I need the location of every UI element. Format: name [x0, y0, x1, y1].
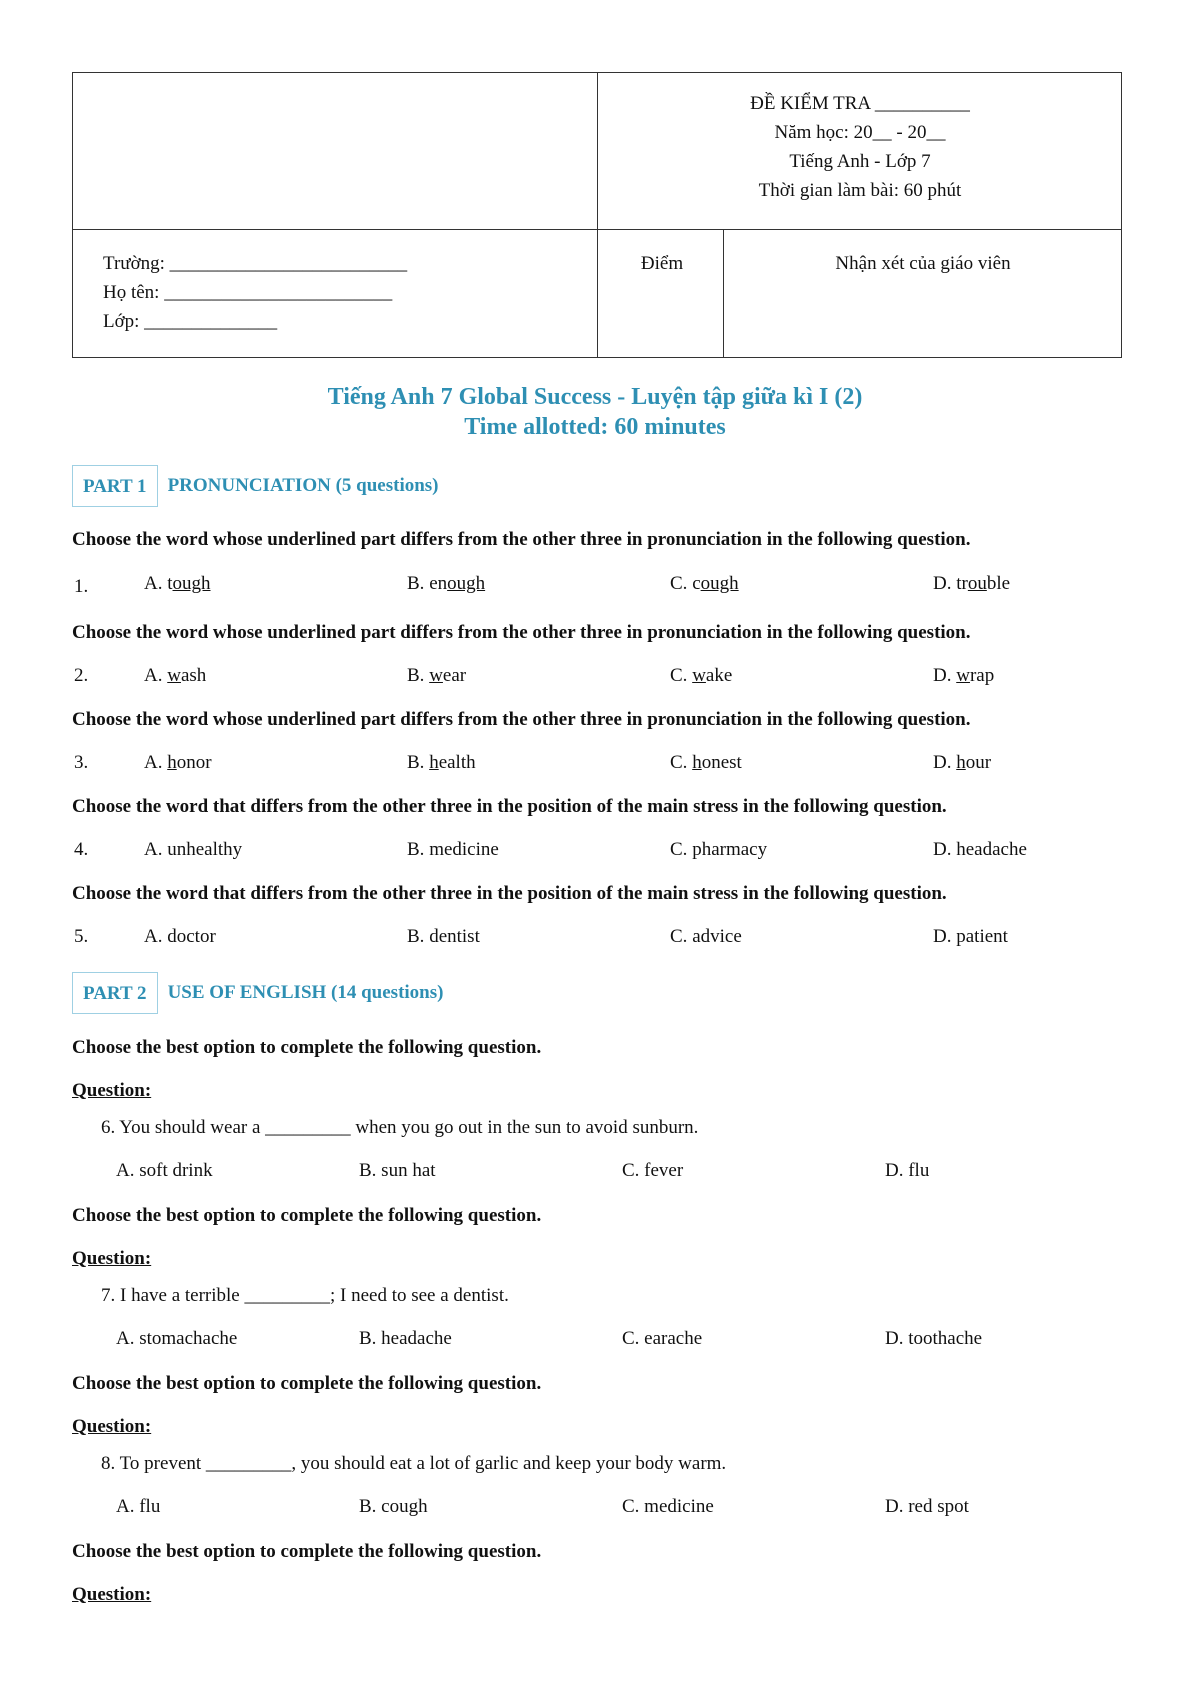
option-d[interactable]: D. flu [885, 1160, 930, 1181]
instruction: Choose the word that differs from the other three in the position of the main stress in the following question. [72, 883, 947, 904]
question-stem: 8. To prevent _________, you should eat a lot of garlic and keep your body warm. [101, 1453, 727, 1474]
question-number: 5. [74, 926, 89, 947]
instruction: Choose the word whose underlined part differs from the other three in pronunciation in the following question. [72, 529, 971, 550]
instruction: Choose the word whose underlined part differs from the other three in pronunciation in the following question. [72, 709, 971, 730]
divider [73, 229, 1121, 230]
option-d[interactable]: D. red spot [885, 1496, 969, 1517]
option-b[interactable]: B. enough [407, 573, 486, 594]
instruction: Choose the word whose underlined part differs from the other three in pronunciation in the following question. [72, 622, 971, 643]
option-d[interactable]: D. wrap [933, 665, 995, 686]
school-field[interactable]: Trường: _________________________ [103, 253, 408, 274]
option-b[interactable]: B. medicine [407, 839, 499, 860]
question-number: 4. [74, 839, 89, 860]
part-title: PRONUNCIATION (5 questions) [167, 475, 439, 496]
option-a[interactable]: A. honor [144, 752, 212, 773]
score-label: Điểm [640, 253, 684, 274]
option-d[interactable]: D. patient [933, 926, 1008, 947]
option-a[interactable]: A. stomachache [116, 1328, 238, 1349]
option-d[interactable]: D. hour [933, 752, 992, 773]
question-stem: 6. You should wear a _________ when you go out in the sun to avoid sunburn. [101, 1117, 699, 1138]
question-number: 3. [74, 752, 89, 773]
question-stem: 7. I have a terrible _________; I need to see a dentist. [101, 1285, 509, 1306]
header-table [72, 72, 1122, 358]
option-c[interactable]: C. pharmacy [670, 839, 768, 860]
student-info [103, 249, 407, 336]
option-c[interactable]: C. cough [670, 573, 739, 594]
option-b[interactable]: B. cough [359, 1496, 428, 1517]
option-a[interactable]: A. doctor [144, 926, 216, 947]
option-a[interactable]: A. tough [144, 573, 211, 594]
option-b[interactable]: B. headache [359, 1328, 452, 1349]
question-label: Question: [72, 1080, 152, 1101]
answer-row [116, 1160, 1116, 1186]
option-a[interactable]: A. unhealthy [144, 839, 243, 860]
part-badge: PART 2 [72, 972, 158, 1014]
option-c[interactable]: C. advice [670, 926, 742, 947]
teacher-comment-label: Nhận xét của giáo viên [835, 253, 1011, 274]
page-subtitle: Time allotted: 60 minutes [464, 414, 726, 440]
page-title: Tiếng Anh 7 Global Success - Luyện tập giữa kì I (2) [327, 384, 863, 410]
question-number: 2. [74, 665, 89, 686]
question-number: 1. [74, 576, 89, 597]
option-a[interactable]: A. soft drink [116, 1160, 213, 1181]
option-c[interactable]: C. fever [622, 1160, 684, 1181]
question-row [72, 839, 1122, 865]
option-c[interactable]: C. earache [622, 1328, 703, 1349]
option-b[interactable]: B. dentist [407, 926, 480, 947]
answer-row [116, 1328, 1116, 1354]
option-c[interactable]: C. honest [670, 752, 742, 773]
question-row [72, 752, 1122, 778]
part-1-header [72, 465, 439, 507]
question-label: Question: [72, 1416, 152, 1437]
instruction: Choose the best option to complete the following question. [72, 1373, 542, 1394]
exam-title: ĐỀ KIỂM TRA __________ [750, 93, 970, 114]
question-row [72, 926, 1122, 952]
option-a[interactable]: A. wash [144, 665, 207, 686]
school-year: Năm học: 20__ - 20__ [774, 122, 946, 143]
option-c[interactable]: C. medicine [622, 1496, 714, 1517]
question-row [72, 665, 1122, 691]
question-row [72, 573, 1122, 599]
answer-row [116, 1496, 1116, 1522]
option-d[interactable]: D. headache [933, 839, 1027, 860]
option-b[interactable]: B. sun hat [359, 1160, 436, 1181]
instruction: Choose the best option to complete the following question. [72, 1205, 542, 1226]
option-b[interactable]: B. health [407, 752, 476, 773]
question-label: Question: [72, 1248, 152, 1269]
option-d[interactable]: D. trouble [933, 573, 1011, 594]
duration: Thời gian làm bài: 60 phút [758, 180, 962, 201]
option-a[interactable]: A. flu [116, 1496, 161, 1517]
question-label: Question: [72, 1584, 152, 1605]
option-b[interactable]: B. wear [407, 665, 467, 686]
option-c[interactable]: C. wake [670, 665, 733, 686]
instruction: Choose the word that differs from the other three in the position of the main stress in the following question. [72, 796, 947, 817]
instruction: Choose the best option to complete the following question. [72, 1541, 542, 1562]
subject: Tiếng Anh - Lớp 7 [789, 151, 931, 172]
part-badge: PART 1 [72, 465, 158, 507]
class-field[interactable]: Lớp: ______________ [103, 311, 278, 332]
name-field[interactable]: Họ tên: ________________________ [103, 282, 393, 303]
instruction: Choose the best option to complete the following question. [72, 1037, 542, 1058]
part-title: USE OF ENGLISH (14 questions) [167, 982, 444, 1003]
part-2-header [72, 972, 443, 1014]
exam-info [599, 89, 1121, 205]
option-d[interactable]: D. toothache [885, 1328, 983, 1349]
